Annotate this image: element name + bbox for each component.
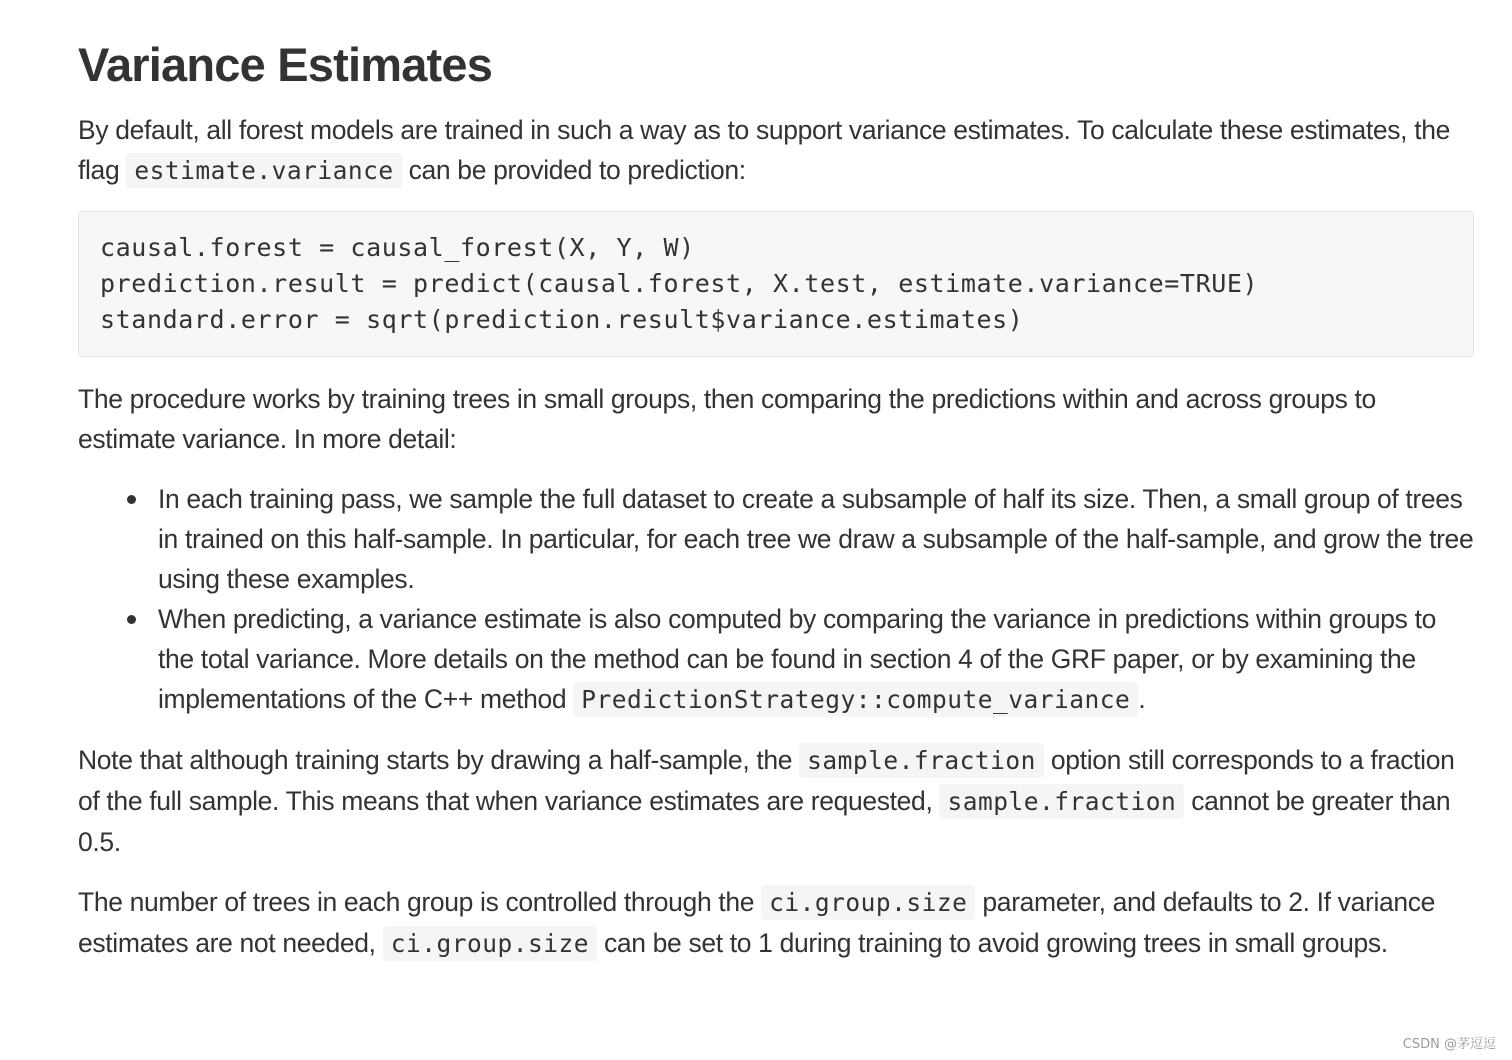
list-item-text-1: When predicting, a variance estimate is also computed by comparing the variance in predictions within groups to the total variance. More details on the method can be found in section 4 of the GRF paper, or by examining the implementations of the C++ method — [158, 604, 1436, 714]
inline-code-estimate-variance: estimate.variance — [126, 153, 401, 188]
bullet-icon — [127, 615, 136, 624]
article — [78, 36, 1474, 964]
list-item-text-2: . — [1138, 684, 1146, 714]
code-line: causal.forest = causal_forest(X, Y, W) — [100, 233, 695, 262]
group-size-paragraph — [78, 882, 1474, 964]
inline-code-sample-fraction: sample.fraction — [939, 784, 1184, 819]
bullet-icon — [127, 495, 136, 504]
detail-list — [78, 479, 1474, 720]
code-block[interactable] — [78, 211, 1474, 357]
group-size-text-2: parameter, and defaults to 2. If variance estimates are not needed, — [78, 887, 1436, 958]
code-line: prediction.result = predict(causal.forest, X.test, estimate.variance=TRUE) — [100, 269, 1259, 298]
intro-paragraph — [78, 110, 1474, 191]
group-size-text-3: can be set to 1 during training to avoid growing trees in small groups. — [596, 928, 1388, 958]
code-line: standard.error = sqrt(prediction.result$variance.estimates) — [100, 305, 1024, 334]
list-item — [158, 479, 1474, 599]
inline-code-ci-group-size: ci.group.size — [383, 926, 597, 961]
note-paragraph — [78, 740, 1474, 862]
intro-text-1: By default, all forest models are trained in such a way as to support variance estimates. To calculate these estimates, the flag — [78, 115, 1450, 185]
note-text-2: option still corresponds to a fraction of the full sample. This means that when variance estimates are requested, — [78, 745, 1455, 816]
watermark: CSDN @茅逗逗 — [1402, 1037, 1496, 1052]
note-text-1: Note that although training starts by drawing a half-sample, the — [78, 745, 800, 775]
group-size-text-1: The number of trees in each group is controlled through the — [78, 887, 762, 917]
list-item — [158, 599, 1474, 720]
inline-code-ci-group-size: ci.group.size — [761, 885, 975, 920]
inline-code-sample-fraction: sample.fraction — [799, 743, 1044, 778]
inline-code-compute-variance: PredictionStrategy::compute_variance — [573, 682, 1138, 717]
page-title: Variance Estimates — [78, 38, 493, 91]
list-item-text: In each training pass, we sample the full dataset to create a subsample of half its size. Then, a small group of trees in trained on this half-sample. In particular, for each tree we draw a subsample of the half-sample, and grow the tree using these examples. — [158, 484, 1474, 594]
procedure-paragraph: The procedure works by training trees in small groups, then comparing the predictions within and across groups to estimate variance. In more detail: — [78, 384, 1376, 454]
intro-text-2: can be provided to prediction: — [401, 155, 746, 185]
note-text-3: cannot be greater than 0.5. — [78, 786, 1451, 857]
